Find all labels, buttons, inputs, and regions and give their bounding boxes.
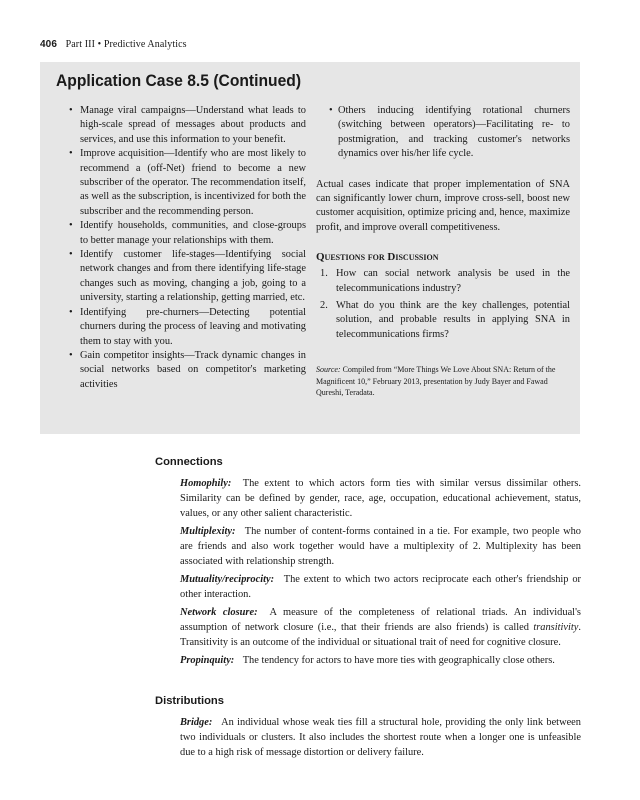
- definition-mutuality: [180, 572, 581, 602]
- case-title: Application Case 8.5 (Continued): [56, 71, 302, 90]
- connections-definitions: [180, 476, 581, 671]
- bullet-item: • Manage viral campaigns—Understand what leads to high-scale spread of messages about products and services, and use this information to your benefit.: [68, 104, 306, 147]
- question-item: [316, 299, 570, 342]
- definition-text: A measure of the completeness of relational triads. An individual's assumption of network closure (i.e., that their friends are also friends) is called: [180, 607, 581, 633]
- application-case-box: [40, 62, 580, 434]
- definition-term: Multiplexity:: [180, 526, 236, 537]
- definition-multiplexity: [180, 524, 581, 569]
- source-label: Source:: [316, 365, 341, 375]
- case-left-column: [68, 104, 306, 392]
- definition-text: The extent to which actors form ties with similar versus dissimilar others. Similarity can be defined by gender, race, age, occupation, educational achievement, status, values, or any other salient characteristic.: [180, 478, 581, 519]
- page-number: 406: [40, 39, 57, 50]
- definition-text: An individual whose weak ties fill a structural hole, providing the only link between two individuals or clusters. It also includes the shortest route when a longer one is unfeasible due to a high risk of message distortion or delivery failure.: [180, 717, 581, 758]
- definition-term: Network closure:: [180, 607, 258, 618]
- definition-term: Propinquity:: [180, 655, 235, 666]
- definition-propinquity: [180, 653, 581, 668]
- distributions-heading: Distributions: [155, 695, 224, 707]
- definition-bridge: [180, 715, 581, 760]
- distributions-definitions: [180, 715, 581, 763]
- bullet-item: • Improve acquisition—Identify who are most likely to recommend a (off-Net) friend to become a new subscriber of the operator. The recommendation itself, as well as the subscription, is incentivized for both the subscriber and the recommending person.: [68, 147, 306, 219]
- questions-heading: Questions for Discussion: [316, 251, 439, 264]
- questions-list: [316, 267, 570, 342]
- section-label: Predictive Analytics: [103, 39, 187, 50]
- connections-heading: Connections: [155, 456, 223, 468]
- definition-italic-word: transitivity: [533, 622, 579, 633]
- definition-homophily: [180, 476, 581, 521]
- definition-term: Mutuality/reciprocity:: [180, 574, 275, 585]
- case-right-column: [316, 104, 570, 399]
- bullet-item: • Identify households, communities, and close-groups to better manage your relationships with them.: [68, 219, 306, 248]
- question-item: [316, 267, 570, 296]
- bullet-item: • Identify customer life-stages—Identifying social network changes and from there identifying life-stage changes such as moving, changing a job, going to a university, starting a relationship, getting married, etc.: [68, 248, 306, 306]
- running-head: [40, 39, 187, 50]
- definition-text: . Transitivity is an outcome of the individual or situational trait of need for cognitive closure.: [180, 622, 581, 648]
- definition-text: The extent to which two actors reciprocate each other's friendship or other interaction.: [180, 574, 581, 600]
- definition-term: Homophily:: [180, 478, 232, 489]
- definition-text: The number of content-forms contained in a tie. For example, two people who are friends and also work together would have a multiplexity of 2. Multiplexity has been associated with relationship strength.: [180, 526, 581, 567]
- source-text: Compiled from “More Things We Love About SNA: Return of the Magnificent 10,” February 2013, presentation by Judy Bayer and Fawad Qureshi, Teradata.: [316, 365, 556, 398]
- running-head-separator: •: [97, 39, 102, 50]
- question-number: 2.: [320, 300, 328, 312]
- source-note: [316, 364, 570, 399]
- part-label: Part III: [65, 39, 96, 50]
- definition-network-closure: [180, 605, 581, 650]
- bullet-item: • Gain competitor insights—Track dynamic changes in social networks based on competitor's marketing activities: [68, 349, 306, 392]
- definition-text: The tendency for actors to have more ties with geographically close others.: [242, 655, 555, 666]
- question-text: How can social network analysis be used in the telecommunications industry?: [336, 268, 570, 294]
- bullet-item: • Identifying pre-churners—Detecting potential churners during the process of leaving and motivating them to stay with you.: [68, 306, 306, 349]
- definition-term: Bridge:: [180, 717, 213, 728]
- summary-paragraph: Actual cases indicate that proper implementation of SNA can significantly lower churn, improve cross-sell, boost new customer acquisition, optimize pricing and, hence, maximize profit, and improve overall competitiveness.: [316, 178, 570, 233]
- bullet-item: • Others inducing identifying rotational churners (switching between operators)—Facilitating re- to postmigration, and tracking customer's networks dynamics over his/her life cycle.: [316, 104, 570, 162]
- question-text: What do you think are the key challenges, potential solution, and probable results in applying SNA in telecommunications firms?: [336, 300, 570, 340]
- question-number: 1.: [320, 268, 328, 280]
